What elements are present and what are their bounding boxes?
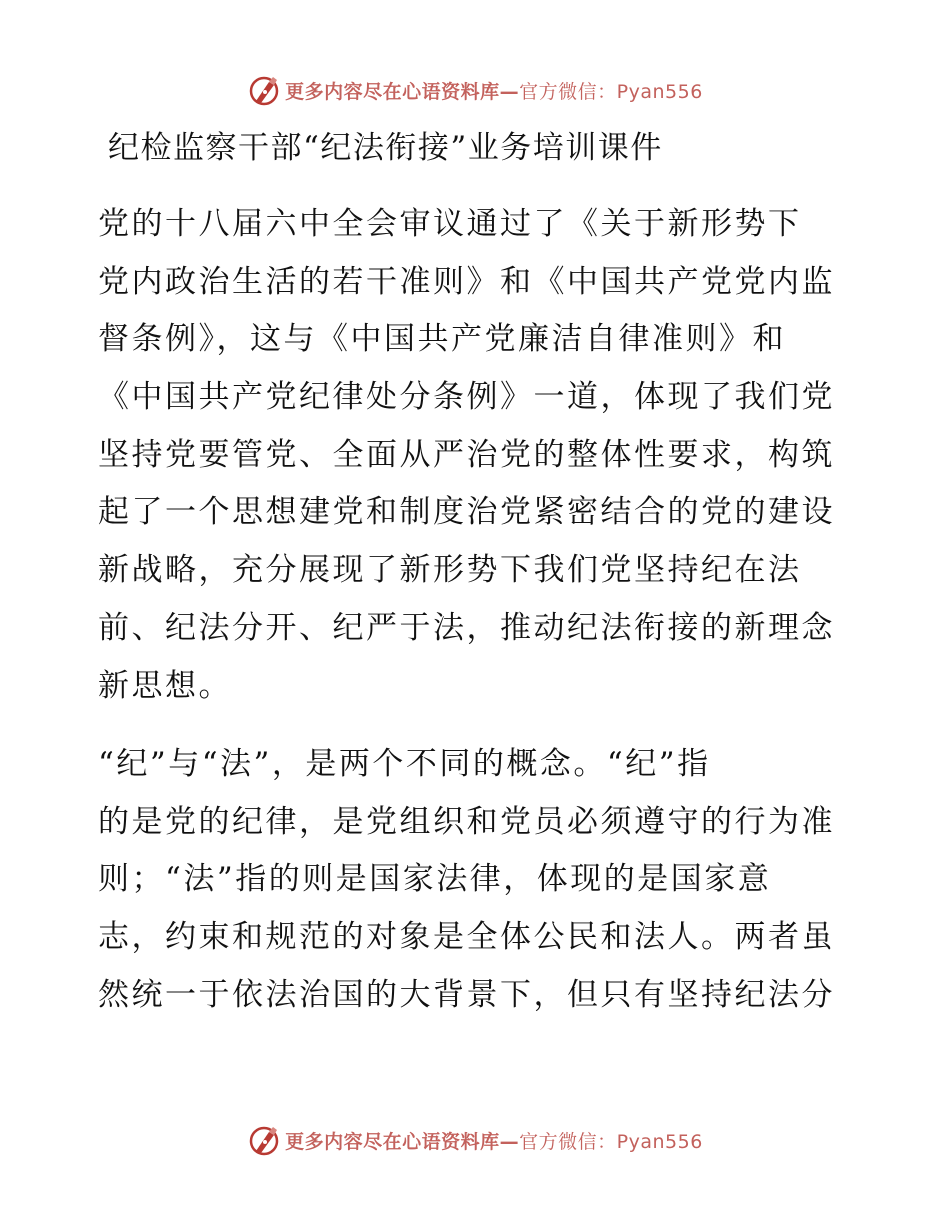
banner-main-text: 更多内容尽在心语资料库 xyxy=(285,1130,500,1153)
paragraph-line: 坚持党要管党、全面从严治党的整体性要求，构筑 xyxy=(98,436,835,473)
banner-text xyxy=(285,77,703,104)
pen-nib-logo-icon xyxy=(247,73,281,107)
banner-main-text: 更多内容尽在心语资料库 xyxy=(285,80,500,103)
paragraph-line: 新思想。 xyxy=(98,667,232,704)
paragraph-line: 的是党的纪律，是党组织和党员必须遵守的行为准 xyxy=(98,803,835,840)
banner-wechat-text: 官方微信：Pyan556 xyxy=(519,80,703,103)
banner-dash: — xyxy=(499,80,520,103)
paragraph-line: 则；“法”指的则是国家法律，体现的是国家意 xyxy=(98,861,772,898)
header-banner xyxy=(0,70,950,110)
banner-dash: — xyxy=(499,1130,520,1153)
paragraph-line: 党的十八届六中全会审议通过了《关于新形势下 xyxy=(98,206,802,242)
pen-nib-logo-icon xyxy=(247,1123,281,1157)
paragraph-line: 党内政治生活的若干准则》和《中国共产党党内监 xyxy=(98,263,835,300)
paragraph-line: 前、纪法分开、纪严于法，推动纪法衔接的新理念 xyxy=(98,609,835,646)
footer-banner xyxy=(0,1120,950,1160)
banner-wechat-text: 官方微信：Pyan556 xyxy=(519,1130,703,1153)
paragraph-line: 新战略，充分展现了新形势下我们党坚持纪在法 xyxy=(98,552,802,589)
paragraph-line: 起了一个思想建党和制度治党紧密结合的党的建设 xyxy=(98,494,835,531)
banner-text xyxy=(285,1127,703,1154)
paragraph-1 xyxy=(98,196,858,715)
paragraph-line: 督条例》，这与《中国共产党廉洁自律准则》和 xyxy=(98,321,786,358)
document-title: 纪检监察干部“纪法衔接”业务培训课件 xyxy=(108,130,663,166)
paragraph-line: 然统一于依法治国的大背景下，但只有坚持纪法分 xyxy=(98,976,835,1013)
paragraph-2 xyxy=(98,736,858,1024)
paragraph-line: 《中国共产党纪律处分条例》一道，体现了我们党 xyxy=(98,379,835,416)
paragraph-line: 志，约束和规范的对象是全体公民和法人。两者虽 xyxy=(98,919,835,956)
paragraph-line: “纪”与“法”，是两个不同的概念。“纪”指 xyxy=(98,746,711,782)
